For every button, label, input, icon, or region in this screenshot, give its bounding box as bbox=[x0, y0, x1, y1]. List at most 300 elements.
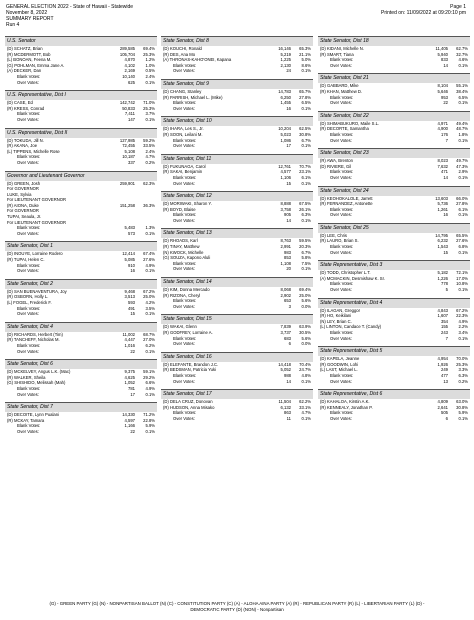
contest-title: State Senator, Dist 17 bbox=[161, 389, 313, 399]
row-percent: 3.7% bbox=[145, 111, 155, 117]
contest-section bbox=[5, 128, 157, 171]
row-percent: 33.1% bbox=[299, 404, 311, 410]
row-label: Over Votes: bbox=[173, 303, 195, 309]
row-label: (D) TOKUDA, Jill N. bbox=[7, 137, 44, 143]
row-label: For GOVERNOR bbox=[7, 208, 39, 214]
row-votes: 3,513 bbox=[124, 294, 135, 300]
row-label: (N) LEY, Brian C. bbox=[320, 318, 352, 324]
row-percent: 67.5% bbox=[299, 201, 311, 207]
row-percent: 27.6% bbox=[143, 257, 155, 263]
summary-row bbox=[5, 117, 157, 123]
row-percent: 59.2% bbox=[143, 137, 155, 143]
row-label: (R) TANCHEFF, Nicholas M. bbox=[7, 337, 60, 343]
row-percent: 66.0% bbox=[456, 195, 468, 201]
row-label: For LIEUTENANT GOVERNOR bbox=[7, 197, 67, 203]
contest-title: State Senator, Dist 15 bbox=[161, 314, 313, 324]
row-votes: 1,543 bbox=[437, 244, 448, 250]
row-label: Blank Votes: bbox=[330, 410, 354, 416]
row-votes: 15 bbox=[130, 311, 135, 317]
row-label: Blank Votes: bbox=[17, 262, 41, 268]
row-votes: 12,414 bbox=[122, 251, 135, 257]
row-label: Over Votes: bbox=[330, 335, 352, 341]
row-percent: 62.2% bbox=[299, 399, 311, 405]
row-votes: 6 bbox=[445, 415, 448, 421]
row-label: Over Votes: bbox=[330, 287, 352, 293]
summary-row bbox=[161, 304, 313, 310]
row-votes: 5,023 bbox=[280, 131, 291, 137]
row-percent: 63.0% bbox=[456, 399, 468, 405]
row-percent: 1.0% bbox=[145, 62, 155, 68]
row-percent: 65.7% bbox=[299, 88, 311, 94]
row-percent: 8.6% bbox=[301, 62, 311, 68]
summary-row bbox=[5, 429, 157, 435]
row-votes: 7 bbox=[445, 335, 448, 341]
row-votes: 6 bbox=[288, 341, 291, 347]
row-label: Blank Votes: bbox=[173, 372, 197, 378]
row-votes: 243 bbox=[441, 330, 448, 335]
summary-row bbox=[5, 268, 157, 274]
row-label: (R) AWA, Brenton bbox=[320, 158, 353, 164]
contest-section bbox=[161, 154, 313, 191]
row-label: (D) KIDANI, Michelle N. bbox=[320, 46, 364, 51]
row-votes: 3,737 bbox=[280, 330, 291, 335]
contest-title: State Senator, Dist 24 bbox=[318, 186, 470, 196]
row-label: Over Votes: bbox=[173, 180, 195, 186]
row-label: Over Votes: bbox=[173, 68, 195, 74]
row-votes: 15 bbox=[443, 249, 448, 255]
row-percent: 48.7% bbox=[456, 126, 468, 132]
row-votes: 593 bbox=[128, 300, 135, 305]
row-percent: 0.1% bbox=[458, 62, 468, 68]
row-votes: 2,169 bbox=[124, 68, 135, 74]
contest-title: State Senator, Dist 16 bbox=[161, 352, 313, 362]
row-votes: 7,839 bbox=[280, 324, 291, 330]
row-percent: 29.2% bbox=[143, 374, 155, 380]
row-votes: 15 bbox=[286, 180, 291, 186]
contest-title: State Senator, Dist 10 bbox=[161, 116, 313, 126]
row-votes: 5,085 bbox=[124, 257, 135, 263]
row-label: (D) KEOHOKALOLE, Jarrett bbox=[320, 195, 373, 201]
row-votes: 4,597 bbox=[124, 417, 135, 423]
row-votes: 20 bbox=[286, 266, 291, 272]
row-label: (D) RIVIERE, Gil bbox=[320, 163, 352, 169]
row-votes: 471 bbox=[441, 169, 448, 175]
row-votes: 14 bbox=[286, 217, 291, 223]
row-percent: 36.3% bbox=[143, 202, 155, 208]
row-label: (D) KAHALOA, Kirstin A.K. bbox=[320, 399, 370, 405]
contest-section bbox=[5, 402, 157, 439]
row-votes: 3,758 bbox=[280, 206, 291, 212]
results-column-2 bbox=[161, 36, 313, 427]
row-percent: 4.9% bbox=[458, 318, 468, 324]
contest-title: Governor and Lieutenant Governor bbox=[5, 171, 157, 181]
row-percent: 0.2% bbox=[145, 159, 155, 165]
row-label: Over Votes: bbox=[330, 212, 352, 218]
row-label: (L) BONOAN, Feena M. bbox=[7, 57, 52, 63]
row-label: (L) TIPPENS, Michelle Rose bbox=[7, 148, 60, 154]
row-label: (D) SHIMABUKURO, Maile S.L. bbox=[320, 120, 380, 126]
row-votes: 1,166 bbox=[124, 423, 135, 429]
row-votes: 9,375 bbox=[124, 369, 135, 375]
row-label: Over Votes: bbox=[173, 217, 195, 223]
row-percent: 24.7% bbox=[299, 367, 311, 373]
row-label: Blank Votes: bbox=[17, 342, 41, 348]
row-votes: 289,585 bbox=[119, 46, 135, 51]
contest-section bbox=[318, 389, 470, 426]
party-legend-footer bbox=[10, 601, 464, 613]
row-percent: 25.3% bbox=[456, 361, 468, 367]
row-label: (R) KHAN, Matthew D. bbox=[320, 88, 363, 94]
contest-section bbox=[5, 36, 157, 90]
row-votes: 4,900 bbox=[437, 126, 448, 132]
row-label: Blank Votes: bbox=[173, 298, 197, 304]
summary-row bbox=[318, 379, 470, 385]
summary-row bbox=[161, 416, 313, 422]
row-label: Over Votes: bbox=[330, 249, 352, 255]
row-label: Over Votes: bbox=[330, 378, 352, 384]
row-votes: 1,086 bbox=[280, 137, 291, 143]
row-percent: 5.9% bbox=[458, 410, 468, 416]
row-label: Over Votes: bbox=[330, 415, 352, 421]
row-votes: 4,954 bbox=[437, 356, 448, 362]
row-label: (G) POHLMAN, Emma Jane A. bbox=[7, 62, 65, 68]
row-votes: 5,219 bbox=[280, 51, 291, 57]
row-percent: 0.1% bbox=[145, 348, 155, 354]
summary-row bbox=[318, 287, 470, 293]
row-percent: 6.3% bbox=[301, 212, 311, 218]
row-percent: 5.6% bbox=[301, 298, 311, 304]
row-votes: 16 bbox=[443, 212, 448, 218]
row-votes: 147 bbox=[128, 116, 135, 122]
contest-section bbox=[318, 298, 470, 347]
row-label: Over Votes: bbox=[173, 415, 195, 421]
summary-row bbox=[5, 160, 157, 166]
row-percent: 2.2% bbox=[458, 324, 468, 330]
row-percent: 0.1% bbox=[145, 268, 155, 274]
row-votes: 4,102 bbox=[124, 62, 135, 68]
row-label: Over Votes: bbox=[17, 159, 39, 165]
row-votes: 5,483 bbox=[124, 225, 135, 231]
contest-section bbox=[161, 191, 313, 228]
row-percent: 27.0% bbox=[143, 337, 155, 343]
row-label: Blank Votes: bbox=[330, 94, 354, 100]
row-votes: 1,455 bbox=[280, 100, 291, 106]
contest-section bbox=[5, 322, 157, 359]
summary-row bbox=[5, 80, 157, 86]
contest-section bbox=[318, 111, 470, 148]
row-percent: 3.5% bbox=[145, 305, 155, 311]
row-percent: 55.1% bbox=[456, 83, 468, 89]
row-votes: 6,132 bbox=[280, 404, 291, 410]
row-percent: 4.9% bbox=[145, 385, 155, 391]
row-votes: 1,607 bbox=[437, 313, 448, 319]
row-label: (G) SOUZA, Kapono Aluli bbox=[163, 255, 211, 261]
row-label: LUKE, Sylvia bbox=[7, 191, 32, 197]
summary-row bbox=[161, 181, 313, 187]
row-label: (G) SHISHIDO, Melissah (Mah) bbox=[7, 380, 66, 386]
contest-title: State Representative, Dist 6 bbox=[318, 389, 470, 399]
row-label: (R) KENNEALY, Jonathan P. bbox=[320, 404, 373, 410]
row-label: TUPAI, Seaula, Jr. bbox=[7, 214, 42, 220]
contest-section bbox=[318, 223, 470, 260]
row-label: (R) DECORTE, Samantha bbox=[320, 126, 369, 132]
row-percent: 4.2% bbox=[145, 300, 155, 305]
row-votes: 337 bbox=[128, 159, 135, 165]
row-percent: 62.3% bbox=[143, 180, 155, 186]
row-votes: 354 bbox=[441, 318, 448, 324]
contest-title: U.S. Senator bbox=[5, 36, 157, 46]
row-percent: 47.3% bbox=[456, 163, 468, 169]
contest-section bbox=[161, 228, 313, 277]
row-percent: 0.1% bbox=[301, 68, 311, 74]
contest-section bbox=[161, 389, 313, 426]
row-votes: 151,258 bbox=[119, 202, 135, 208]
row-percent: 4.7% bbox=[145, 154, 155, 160]
row-label: For LIEUTENANT GOVERNOR bbox=[7, 219, 67, 225]
row-percent: 0.1% bbox=[145, 391, 155, 397]
row-label: (R) WALKER, Sheila bbox=[7, 374, 46, 380]
row-label: (D) MORIWAKI, Sharon Y. bbox=[163, 201, 212, 207]
row-label: Blank Votes: bbox=[173, 137, 197, 143]
row-percent: 0.1% bbox=[301, 266, 311, 272]
row-label: Over Votes: bbox=[17, 311, 39, 317]
row-votes: 4,843 bbox=[437, 307, 448, 313]
row-votes: 4,809 bbox=[437, 399, 448, 405]
row-label: Blank Votes: bbox=[17, 305, 41, 311]
row-votes: 1,225 bbox=[280, 57, 291, 63]
row-percent: 67.2% bbox=[456, 307, 468, 313]
row-votes: 14,418 bbox=[278, 361, 291, 367]
contest-section bbox=[5, 171, 157, 242]
row-votes: 477 bbox=[441, 372, 448, 378]
summary-row bbox=[5, 349, 157, 355]
row-votes: 910 bbox=[128, 262, 135, 268]
row-percent: 0.1% bbox=[458, 100, 468, 106]
row-votes: 573 bbox=[128, 230, 135, 236]
contest-title: State Senator, Dist 8 bbox=[161, 36, 313, 46]
row-label: Blank Votes: bbox=[330, 206, 354, 212]
printed-timestamp: Printed on: 11/09/2022 at 09:20:10 pm bbox=[381, 10, 466, 16]
row-label: (D) MCKELVEY, Angus L.K. (Mac) bbox=[7, 369, 71, 375]
row-percent: 71.2% bbox=[143, 412, 155, 418]
row-percent: 1.8% bbox=[458, 131, 468, 137]
row-label: (D) FUKUNAGA, Carol bbox=[163, 163, 206, 169]
row-votes: 1,926 bbox=[437, 361, 448, 367]
row-votes: 5,052 bbox=[280, 367, 291, 373]
row-percent: 63.9% bbox=[299, 324, 311, 330]
summary-row bbox=[318, 138, 470, 144]
row-label: Over Votes: bbox=[330, 137, 352, 143]
row-label: Over Votes: bbox=[173, 341, 195, 347]
row-label: (D) INOUYE, Lorraine Rodero bbox=[7, 251, 63, 257]
row-votes: 5,182 bbox=[437, 270, 448, 276]
row-label: Blank Votes: bbox=[330, 169, 354, 175]
row-votes: 853 bbox=[284, 255, 291, 261]
summary-row bbox=[161, 106, 313, 112]
row-percent: 6.1% bbox=[301, 174, 311, 180]
row-label: (D) RHOADS, Karl bbox=[163, 238, 198, 244]
row-label: Over Votes: bbox=[17, 428, 39, 434]
row-percent: 6.5% bbox=[458, 94, 468, 100]
row-votes: 4,870 bbox=[124, 57, 135, 63]
row-label: (R) SOON, Leilani M. bbox=[163, 131, 203, 137]
row-label: Over Votes: bbox=[173, 105, 195, 111]
row-percent: 25.3% bbox=[143, 51, 155, 57]
row-votes: 14,783 bbox=[278, 88, 291, 94]
row-label: (R) FERNANDEZ, Antonette bbox=[320, 201, 373, 207]
row-percent: 6.5% bbox=[301, 100, 311, 106]
row-votes: 2,130 bbox=[280, 62, 291, 68]
contest-title: State Senator, Dist 22 bbox=[318, 111, 470, 121]
contest-title: State Senator, Dist 13 bbox=[161, 228, 313, 238]
row-label: Blank Votes: bbox=[173, 174, 197, 180]
contest-title: State Senator, Dist 1 bbox=[5, 241, 157, 251]
row-percent: 70.4% bbox=[299, 361, 311, 367]
row-percent: 25.0% bbox=[143, 294, 155, 300]
summary-row bbox=[161, 266, 313, 272]
row-votes: 259,901 bbox=[119, 180, 135, 186]
row-percent: 0.1% bbox=[145, 230, 155, 236]
row-label: (D) KIM, Donna Mercado bbox=[163, 287, 210, 293]
row-votes: 10,187 bbox=[122, 154, 135, 160]
row-label: Over Votes: bbox=[17, 348, 39, 354]
row-label: Blank Votes: bbox=[17, 423, 41, 429]
row-votes: 14,795 bbox=[435, 232, 448, 238]
row-label: Blank Votes: bbox=[330, 372, 354, 378]
row-label: (R) SMART, Tiana bbox=[320, 51, 354, 57]
row-percent: 6.8% bbox=[458, 244, 468, 250]
row-votes: 4,447 bbox=[124, 337, 135, 343]
row-votes: 16 bbox=[130, 268, 135, 274]
contest-title: State Senator, Dist 11 bbox=[161, 154, 313, 164]
row-label: (D) RICHARDS, Herbert (Tim) bbox=[7, 331, 63, 337]
row-votes: 24 bbox=[286, 68, 291, 74]
row-percent: 30.8% bbox=[456, 404, 468, 410]
contest-section bbox=[318, 260, 470, 297]
report-header-right bbox=[381, 4, 466, 16]
contest-title: State Senator, Dist 14 bbox=[161, 277, 313, 287]
row-label: (D) SAN BUENAVENTURA, Joy bbox=[7, 288, 67, 294]
row-percent: 3.4% bbox=[458, 330, 468, 335]
row-label: Blank Votes: bbox=[17, 385, 41, 391]
row-label: (D) CHANG, Stanley bbox=[163, 88, 202, 94]
row-votes: 155 bbox=[441, 324, 448, 330]
row-label: Over Votes: bbox=[330, 62, 352, 68]
row-percent: 69.4% bbox=[299, 287, 311, 293]
row-label: (R) BOYD, Blaise bbox=[163, 206, 196, 212]
row-percent: 68.7% bbox=[143, 331, 155, 337]
row-votes: 2,902 bbox=[280, 292, 291, 298]
row-votes: 14 bbox=[443, 174, 448, 180]
row-label: (R) AIONA, Duke bbox=[7, 202, 39, 208]
row-percent: 0.1% bbox=[458, 137, 468, 143]
row-percent: 0.1% bbox=[301, 378, 311, 384]
row-votes: 50,833 bbox=[122, 105, 135, 111]
row-percent: 32.7% bbox=[456, 51, 468, 57]
row-percent: 0.1% bbox=[301, 415, 311, 421]
contest-section bbox=[5, 241, 157, 278]
row-label: Blank Votes: bbox=[330, 330, 354, 335]
row-votes: 22 bbox=[443, 100, 448, 106]
row-percent: 3.3% bbox=[458, 367, 468, 373]
row-votes: 8,763 bbox=[280, 238, 291, 244]
row-label: Blank Votes: bbox=[173, 410, 197, 416]
row-label: Over Votes: bbox=[173, 266, 195, 272]
page-number: Page 1 bbox=[450, 4, 466, 10]
row-votes: 17 bbox=[286, 143, 291, 149]
contest-section bbox=[161, 352, 313, 389]
row-label: (R) BEDSMAN, Patricia Yuki bbox=[163, 367, 216, 373]
row-label: (D) DELA CRUZ, Donovan bbox=[163, 399, 213, 405]
row-votes: 10,140 bbox=[122, 73, 135, 79]
results-column-3 bbox=[318, 36, 470, 427]
contest-section bbox=[161, 116, 313, 153]
row-votes: 653 bbox=[284, 298, 291, 304]
row-percent: 20.3% bbox=[299, 244, 311, 250]
row-votes: 5,108 bbox=[124, 148, 135, 154]
party-legend-line-1: (G) - GREEN PARTY (G) (N) - NONPARTISAN BALLOT (N) (C) - CONSTITUTION PARTY (C) (A) - ALOHA AINA PARTY (A) (R) - REPUBLICAN PARTY (R) (L) - LIBERTARIAN PARTY (L) (D) - bbox=[49, 601, 425, 606]
row-votes: 14 bbox=[286, 378, 291, 384]
row-votes: 12,761 bbox=[278, 163, 291, 169]
row-label: (D) IHARA, Les S., Jr. bbox=[163, 126, 204, 132]
contest-title: State Senator, Dist 21 bbox=[318, 73, 470, 83]
row-label: (R) LAURO, Brian S. bbox=[320, 238, 359, 244]
report-date: November 8, 2022 bbox=[6, 10, 48, 16]
row-label: (R) GODFREY, Lorraine A. bbox=[163, 330, 213, 335]
contest-section bbox=[5, 359, 157, 402]
row-label: Over Votes: bbox=[17, 230, 39, 236]
contest-section bbox=[161, 79, 313, 116]
row-label: Over Votes: bbox=[173, 378, 195, 384]
row-label: (R) HO, Keikilani bbox=[320, 313, 352, 319]
row-label: (R) GOODWIN, Lohi bbox=[320, 361, 359, 367]
report-header bbox=[6, 4, 133, 28]
row-votes: 17 bbox=[130, 391, 135, 397]
row-percent: 33.5% bbox=[143, 143, 155, 149]
row-percent: 71.0% bbox=[143, 100, 155, 106]
row-votes: 6,250 bbox=[280, 94, 291, 100]
summary-row bbox=[161, 379, 313, 385]
row-label: (L) LAST, Michael L. bbox=[320, 367, 358, 373]
row-votes: 8,068 bbox=[280, 287, 291, 293]
row-votes: 72,455 bbox=[122, 143, 135, 149]
row-percent: 0.0% bbox=[301, 303, 311, 309]
contest-section bbox=[318, 148, 470, 185]
row-votes: 5,940 bbox=[437, 51, 448, 57]
row-percent: 10.8% bbox=[456, 281, 468, 287]
row-percent: 0.1% bbox=[301, 143, 311, 149]
row-label: Blank Votes: bbox=[173, 62, 197, 68]
row-percent: 0.1% bbox=[458, 249, 468, 255]
row-label: Blank Votes: bbox=[173, 212, 197, 218]
row-label: (A) DECKER, Dan bbox=[7, 68, 42, 74]
row-percent: 0.1% bbox=[145, 311, 155, 317]
row-percent: 62.5% bbox=[299, 126, 311, 132]
row-percent: 25.0% bbox=[299, 292, 311, 298]
contest-title: State Senator, Dist 4 bbox=[5, 322, 157, 332]
row-label: (D) GABBARD, Mike bbox=[320, 83, 359, 89]
report-title: GENERAL ELECTION 2022 - State of Hawaii - Statewide bbox=[6, 4, 134, 10]
row-votes: 833 bbox=[441, 57, 448, 63]
row-votes: 176 bbox=[441, 131, 448, 137]
row-percent: 70.0% bbox=[456, 356, 468, 362]
row-votes: 127,985 bbox=[119, 137, 135, 143]
results-column-1 bbox=[5, 36, 157, 440]
row-percent: 5.0% bbox=[301, 57, 311, 63]
row-percent: 0.2% bbox=[458, 378, 468, 384]
row-votes: 11,002 bbox=[122, 331, 135, 337]
row-percent: 6.6% bbox=[145, 380, 155, 386]
